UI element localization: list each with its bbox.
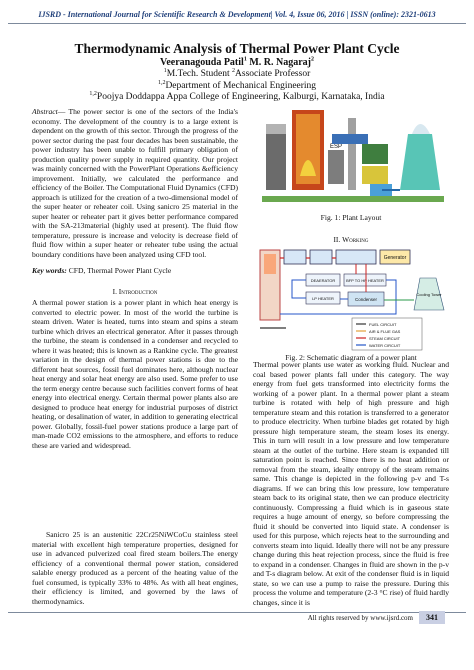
aff-role-1: M.Tech. Student	[166, 69, 233, 79]
fig1-steam-pipe	[332, 134, 368, 144]
abstract	[32, 107, 238, 259]
fig2-lp-turbine	[336, 250, 376, 264]
keywords-label: Key words:	[32, 266, 67, 275]
affiliation-roles	[20, 69, 454, 81]
abstract-text: The power sector is one of the sectors of the India's economy. The development of the country is to a large extent is dependent on the growth of this sector. Through the progress of the power sector during the past four decades has been sustainable, the power industry has been unable to fulfill primary obligation of production quality power supply in required quantity. Our project was mainly concerned with the PowerPlant Operations &efficiency improvement. Initially, we calculated the performance and efficiency of the Boiler. The Computational Fluid Dynamics (CFD) approach is utilized for the creation of a two-dimensional model of the super heater or reheater coil. Using sanicro 25 material in the super heater or reheater part it gives better performance compared with the SA-213material (highly used at present). The fluid flow temperature, pressure is increase and velocity is decrease field of fluid flow within a super heater or reheater tube using the actual boundary conditions have been analyzed using CFD tool.	[32, 107, 238, 259]
fig2-legend-3: STEAM CIRCUIT	[369, 336, 401, 341]
fig1-esp	[328, 150, 344, 184]
fig1-generator	[362, 166, 388, 184]
aff-role-2: Associate Professor	[235, 69, 311, 79]
fig2-deaerator-label: DEAERATOR	[310, 278, 336, 283]
fig1-ground	[262, 196, 444, 202]
abstract-dash: —	[57, 107, 69, 116]
intro-paragraph-1: A thermal power station is a power plant in which heat energy is converted to electric power. In most of the world the turbine is steam driven. Water is heated, turns into steam and spins a steam turbine which drives an electrical generator. After it passes through the turbine, the steam is condensed in a condenser and recycled to where it was heated; this is known as a Rankine cycle. The greatest variation in the design of thermal power stations is due to the different heat sources, fossil fuel dominates here, although nuclear heat energy and solar heat energy are also used. Some prefer to use the term energy centre because such facilities convert forms of heat energy into electrical energy. Certain thermal power plants also are designed to produce heat energy for industrial purposes of district heating, or desalination of water, in addition to generating electrical power. Globally, fossil-fuel power stations produce a large part of man-made CO2 emissions to the atmosphere, and efforts to reduce these are varied and widespread.	[32, 298, 238, 450]
fig2-lp-heater-label: LP HEATER	[312, 296, 334, 301]
fig2-condenser-label: Condenser	[354, 297, 378, 302]
aff-sup-1: 1	[163, 67, 167, 74]
fig2-superheater	[264, 254, 276, 274]
affiliation-college	[20, 92, 454, 104]
fig2-legend-2: AIR & FLUE GAS	[369, 329, 401, 334]
abstract-label: Abstract	[32, 107, 58, 116]
fig2-hp-heater-label: BFP TO HP HEATER	[346, 278, 384, 283]
author-1-sup: 1	[243, 56, 247, 63]
schematic-figure	[256, 244, 450, 352]
aff-dept-sup: 1,2	[157, 79, 166, 86]
fig1-esp-label: ESP	[329, 144, 343, 150]
section-heading-intro	[32, 287, 238, 297]
section-num-working: II.	[333, 235, 341, 244]
author-2: M. R. Nagaraj	[246, 57, 311, 68]
section-title-intro: Introduction	[118, 287, 158, 296]
fig2-caption: Fig. 2: Schematic diagram of a power plant	[285, 353, 417, 362]
fig1-bunker-top	[266, 124, 286, 134]
aff-college: Poojya Doddappa Appa College of Engineering, Kalburgi, Karnataka, India	[96, 92, 385, 102]
paper-title: Thermodynamic Analysis of Thermal Power Plant Cycle	[74, 41, 400, 56]
author-2-sup: 2	[310, 56, 314, 63]
journal-header: IJSRD - International Journal for Scientific Research & Development| Vol. 4, Issue 06, 2016 | ISSN (online): 2321-0613	[8, 8, 466, 24]
author-1: Veeranagouda Patil	[160, 57, 244, 68]
intro-paragraph-2: Sanicro 25 is an austenitic 22Cr25NiWCoCu stainless steel material with excellent high temperature properties, designed for use in advanced pulverized coal fired steam boilers.The energy efficiency of a conventional thermal power station, considered salable energy produced as a percent of the heating value of the fuel consumed, is typically 33% to 48%. As with all heat engines, their efficiency is limited, and governed by the laws of thermodynamics.	[32, 530, 238, 606]
affiliation-dept	[20, 81, 454, 93]
section-num-intro: I.	[112, 287, 117, 296]
fig2-hp-turbine	[284, 250, 306, 264]
keywords	[32, 266, 238, 276]
fig2-ip-turbine	[310, 250, 332, 264]
footer-copyright: All rights reserved by www.ijsrd.com	[307, 614, 413, 622]
fig2-legend-1: FUEL CIRCUIT	[369, 322, 397, 327]
aff-college-sup: 1,2	[89, 90, 97, 97]
fig1-caption: Fig. 1: Plant Layout	[320, 213, 382, 222]
fig1-coal-bunker	[266, 134, 286, 190]
section-title-working: Working	[342, 235, 369, 244]
page-number: 341	[419, 611, 445, 624]
fig2-tower-label: Cooling Tower	[416, 292, 442, 297]
plant-layout-figure	[262, 104, 444, 210]
keywords-text: CFD, Thermal Power Plant Cycle	[66, 266, 172, 275]
aff-dept: Department of Mechanical Engineering	[165, 80, 317, 91]
fig2-generator-label: Generator	[383, 255, 407, 261]
working-paragraph: Thermal power plants use water as working fluid. Nuclear and coal based power plants fall under this category. The way energy from fuel gets transformed into electricity forms the working of a power plant. In a thermal power plant a steam turbine is rotated with help of high pressure and high temperature steam and this rotation is transferred to a generator to produce electricity. When turbine blades get rotated by high pressure high temperature steam, the steam loses its energy. This in turn will result in a low pressure and low temperature steam at the outlet of the turbine. Here steam is expanded till saturation point is reached. Since there is no heat addition or removal from the steam, ideally entropy of the steam remains same. This change is depicted in the following p-v and T-s diagrams. If we can bring this low pressure, low temperature steam back to its original state, then we can produce electricity continuously. Compressing a fluid which is in gaseous state requires a huge amount of energy, so before compressing the fluid it should be converted into liquid state. A condenser is used for this purpose, which rejects heat to the surrounding and converts steam into liquid. Ideally there will not be any pressure change during this heat rejection process, since the fluid is free to expand in a condenser. Changes in fluid are shown in the p-v and T-s diagram below. At exit of the condenser fluid is in liquid state, so we can use a pump to raise the pressure. During this process the volume and temperature (2-3 °C rise) of fluid hardly changes, since it is	[253, 360, 449, 607]
authors	[20, 57, 454, 69]
title-block	[20, 41, 454, 104]
fig1-turbine	[362, 144, 388, 164]
aff-sup-2: 2	[232, 67, 236, 74]
fig2-legend-4: WATER CIRCUIT	[369, 343, 401, 348]
fig1-stack	[348, 118, 356, 190]
